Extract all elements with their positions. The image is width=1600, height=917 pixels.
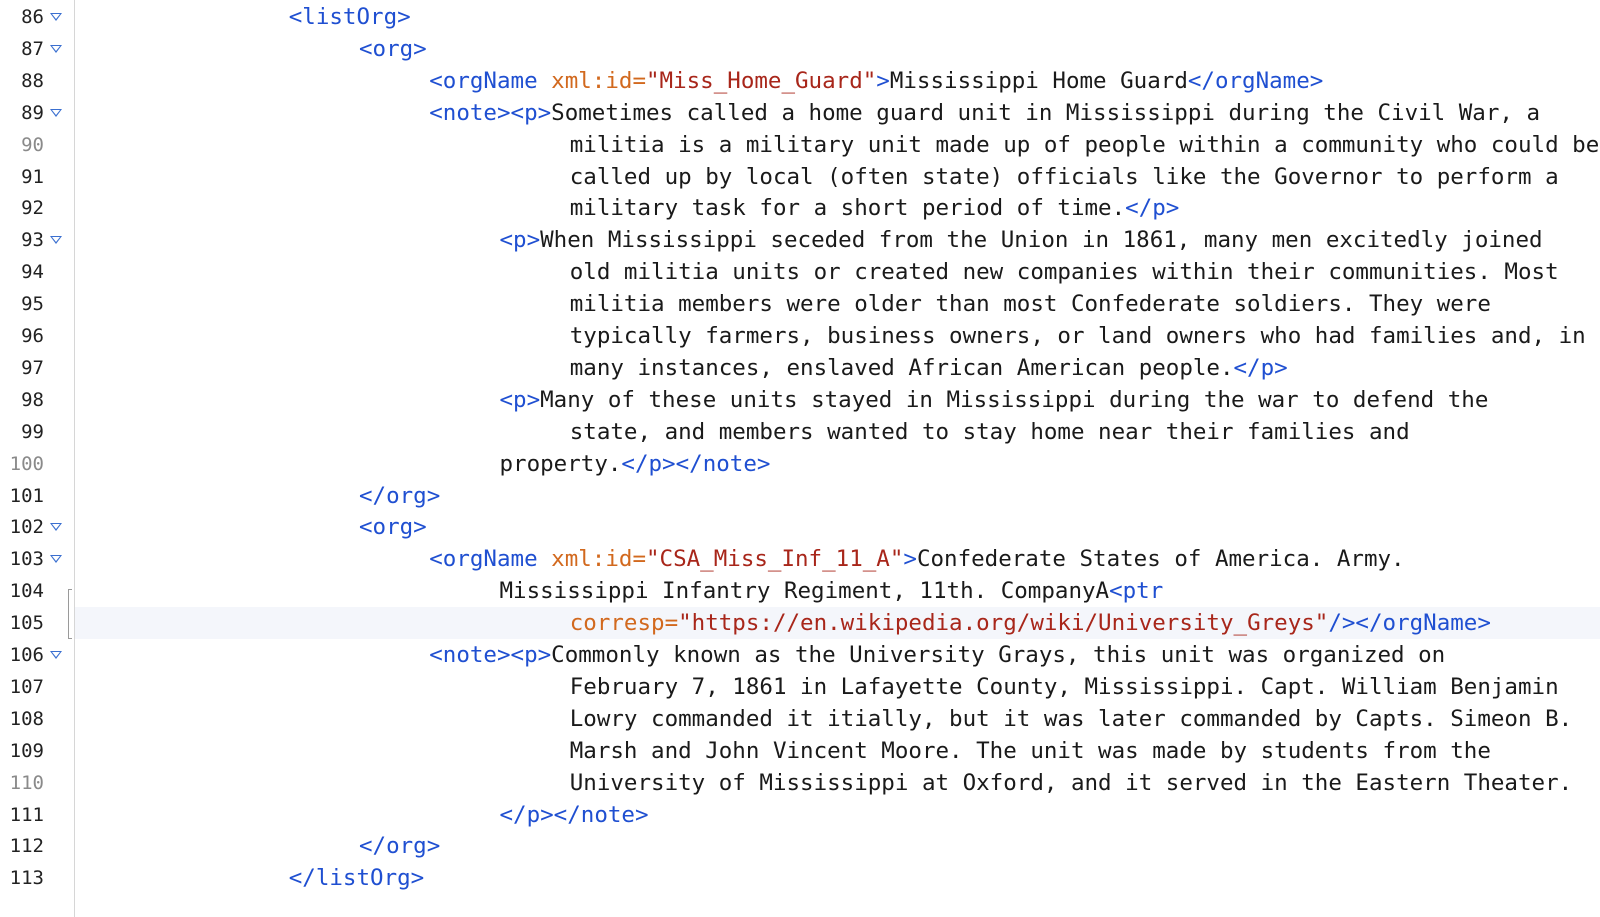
code-line-text bbox=[570, 132, 1600, 158]
code-line[interactable] bbox=[75, 288, 1600, 320]
gutter-row bbox=[0, 65, 74, 97]
gutter-row bbox=[0, 192, 74, 224]
code-line-text bbox=[570, 706, 1572, 732]
line-number-gutter bbox=[0, 0, 75, 917]
gutter-row bbox=[0, 352, 74, 384]
fold-toggle-icon[interactable] bbox=[50, 523, 62, 531]
text-content-token: Commonly known as the University Grays, this unit was organized on bbox=[551, 642, 1446, 668]
xml-tag-token: > bbox=[903, 546, 917, 572]
gutter-row bbox=[0, 575, 74, 607]
fold-toggle-icon[interactable] bbox=[50, 45, 62, 53]
xml-tag-token: /></orgName> bbox=[1328, 610, 1491, 636]
xml-tag-token: <org> bbox=[359, 514, 427, 540]
line-number: 89 bbox=[21, 102, 44, 124]
current-line-marker bbox=[68, 589, 72, 639]
text-content-token: Sometimes called a home guard unit in Mississippi during the Civil War, a bbox=[551, 100, 1541, 126]
xml-tag-token: <orgName bbox=[429, 68, 552, 94]
line-number: 103 bbox=[9, 548, 44, 570]
text-content-token: Mississippi Home Guard bbox=[889, 68, 1188, 94]
fold-toggle-icon[interactable] bbox=[50, 555, 62, 563]
xml-tag-token: <p> bbox=[499, 227, 541, 253]
gutter-row bbox=[0, 639, 74, 671]
gutter-row bbox=[0, 767, 74, 799]
code-line[interactable] bbox=[75, 224, 1600, 256]
text-content-token: Lowry commanded it itially, but it was later commanded by Capts. Simeon B. bbox=[569, 706, 1573, 732]
code-line[interactable] bbox=[75, 416, 1600, 448]
code-line-text bbox=[429, 642, 1445, 668]
xml-attribute-value-token: "Miss_Home_Guard" bbox=[646, 68, 877, 94]
fold-toggle-icon[interactable] bbox=[50, 109, 62, 117]
gutter-row bbox=[0, 224, 74, 256]
line-number: 94 bbox=[21, 261, 44, 283]
line-number: 93 bbox=[21, 229, 44, 251]
gutter-row bbox=[0, 448, 74, 480]
text-content-token: state, and members wanted to stay home near their families and bbox=[569, 419, 1410, 445]
code-line-text bbox=[500, 802, 649, 828]
gutter-row bbox=[0, 799, 74, 831]
code-line-text bbox=[570, 259, 1559, 285]
code-line-text bbox=[500, 387, 1489, 413]
xml-attribute-token: xml:id= bbox=[551, 546, 646, 572]
code-line[interactable] bbox=[75, 703, 1600, 735]
line-number: 104 bbox=[9, 580, 44, 602]
code-line[interactable] bbox=[75, 256, 1600, 288]
line-number: 110 bbox=[9, 772, 44, 794]
text-content-token: militia is a military unit made up of people within a community who could be bbox=[569, 132, 1600, 158]
xml-tag-token: > bbox=[876, 68, 890, 94]
code-line-text bbox=[500, 227, 1543, 253]
line-number: 108 bbox=[9, 708, 44, 730]
gutter-row bbox=[0, 97, 74, 129]
text-content-token: typically farmers, business owners, or land owners who had families and, in bbox=[569, 323, 1586, 349]
fold-toggle-icon[interactable] bbox=[50, 236, 62, 244]
code-text-area[interactable] bbox=[75, 0, 1600, 917]
xml-tag-token: </org> bbox=[359, 833, 441, 859]
xml-tag-token: <listOrg> bbox=[288, 4, 411, 30]
code-line-text bbox=[570, 355, 1288, 381]
code-line[interactable] bbox=[75, 735, 1600, 767]
code-line[interactable] bbox=[75, 384, 1600, 416]
text-content-token: militia members were older than most Confederate soldiers. They were bbox=[569, 291, 1491, 317]
line-number: 86 bbox=[21, 6, 44, 28]
line-number: 105 bbox=[9, 612, 44, 634]
line-number: 113 bbox=[9, 867, 44, 889]
xml-tag-token: </p> bbox=[1125, 195, 1180, 221]
code-line-text bbox=[359, 514, 427, 540]
text-content-token: University of Mississippi at Oxford, and it served in the Eastern Theater. bbox=[569, 770, 1573, 796]
code-line[interactable] bbox=[75, 543, 1600, 575]
line-number: 96 bbox=[21, 325, 44, 347]
code-line-text bbox=[570, 674, 1559, 700]
code-line-text bbox=[429, 100, 1540, 126]
fold-toggle-icon[interactable] bbox=[50, 13, 62, 21]
code-line[interactable] bbox=[75, 671, 1600, 703]
xml-tag-token: </org> bbox=[359, 483, 441, 509]
xml-attribute-token: xml:id= bbox=[551, 68, 646, 94]
code-line-text bbox=[570, 164, 1559, 190]
code-line-text bbox=[429, 68, 1323, 94]
text-content-token: many instances, enslaved African American people. bbox=[569, 355, 1234, 381]
xml-tag-token: <p> bbox=[499, 387, 541, 413]
code-line-text bbox=[289, 4, 411, 30]
line-number: 90 bbox=[21, 134, 44, 156]
code-line-text bbox=[429, 546, 1404, 572]
code-line[interactable] bbox=[75, 799, 1600, 831]
code-line[interactable] bbox=[75, 192, 1600, 224]
xml-attribute-token: corresp= bbox=[569, 610, 679, 636]
line-number: 112 bbox=[9, 835, 44, 857]
code-line[interactable] bbox=[75, 65, 1600, 97]
gutter-row bbox=[0, 671, 74, 703]
line-number: 98 bbox=[21, 389, 44, 411]
code-line[interactable] bbox=[75, 575, 1600, 607]
line-number: 107 bbox=[9, 676, 44, 698]
text-content-token: When Mississippi seceded from the Union in 1861, many men excitedly joined bbox=[540, 227, 1543, 253]
text-content-token: Marsh and John Vincent Moore. The unit was made by students from the bbox=[569, 738, 1491, 764]
text-content-token: property. bbox=[499, 451, 622, 477]
gutter-row bbox=[0, 288, 74, 320]
gutter-row bbox=[0, 384, 74, 416]
xml-tag-token: </p></note> bbox=[499, 802, 649, 828]
code-line[interactable] bbox=[75, 320, 1600, 352]
code-line[interactable] bbox=[75, 97, 1600, 129]
line-number: 91 bbox=[21, 166, 44, 188]
line-number: 92 bbox=[21, 197, 44, 219]
code-line-text bbox=[359, 483, 440, 509]
gutter-row bbox=[0, 703, 74, 735]
code-line-text bbox=[570, 323, 1586, 349]
line-number: 97 bbox=[21, 357, 44, 379]
text-content-token: Confederate States of America. Army. bbox=[916, 546, 1405, 572]
xml-tag-token: </p></note> bbox=[621, 451, 771, 477]
text-content-token: Mississippi Infantry Regiment, 11th. CompanyA bbox=[499, 578, 1110, 604]
gutter-row bbox=[0, 607, 74, 639]
xml-tag-token: <note><p> bbox=[429, 642, 552, 668]
line-number: 102 bbox=[9, 516, 44, 538]
code-line-text bbox=[289, 865, 424, 891]
text-content-token: military task for a short period of time. bbox=[569, 195, 1126, 221]
text-content-token: February 7, 1861 in Lafayette County, Mississippi. Capt. William Benjamin bbox=[569, 674, 1559, 700]
code-line-text bbox=[570, 195, 1180, 221]
line-number: 88 bbox=[21, 70, 44, 92]
line-number: 99 bbox=[21, 421, 44, 443]
code-line-text bbox=[570, 419, 1410, 445]
gutter-row bbox=[0, 480, 74, 512]
xml-attribute-value-token: "CSA_Miss_Inf_11_A" bbox=[646, 546, 904, 572]
code-line[interactable] bbox=[75, 862, 1600, 894]
gutter-row bbox=[0, 161, 74, 193]
xml-tag-token: </p> bbox=[1233, 355, 1288, 381]
code-line-text bbox=[500, 578, 1164, 604]
line-number: 101 bbox=[9, 485, 44, 507]
code-line[interactable] bbox=[75, 352, 1600, 384]
line-number: 95 bbox=[21, 293, 44, 315]
line-number: 106 bbox=[9, 644, 44, 666]
fold-toggle-icon[interactable] bbox=[50, 651, 62, 659]
gutter-row bbox=[0, 735, 74, 767]
code-line[interactable] bbox=[75, 607, 1600, 639]
xml-tag-token: <org> bbox=[359, 36, 427, 62]
line-number: 87 bbox=[21, 38, 44, 60]
gutter-row bbox=[0, 416, 74, 448]
gutter-row bbox=[0, 129, 74, 161]
code-line[interactable] bbox=[75, 639, 1600, 671]
gutter-row bbox=[0, 256, 74, 288]
xml-tag-token: </orgName> bbox=[1187, 68, 1324, 94]
code-line[interactable] bbox=[75, 480, 1600, 512]
xml-attribute-value-token: "https://en.wikipedia.org/wiki/University_Greys" bbox=[678, 610, 1329, 636]
gutter-row bbox=[0, 543, 74, 575]
code-line-text bbox=[570, 738, 1491, 764]
code-line-text bbox=[359, 833, 440, 859]
code-line[interactable] bbox=[75, 33, 1600, 65]
gutter-row bbox=[0, 33, 74, 65]
code-line[interactable] bbox=[75, 1, 1600, 33]
xml-tag-token: <note><p> bbox=[429, 100, 552, 126]
code-line-text bbox=[570, 610, 1491, 636]
gutter-row bbox=[0, 320, 74, 352]
gutter-row bbox=[0, 1, 74, 33]
code-line-text bbox=[570, 291, 1491, 317]
code-line[interactable] bbox=[75, 511, 1600, 543]
gutter-row bbox=[0, 830, 74, 862]
code-line-text bbox=[570, 770, 1572, 796]
xml-tag-token: <orgName bbox=[429, 546, 552, 572]
gutter-row bbox=[0, 862, 74, 894]
code-line[interactable] bbox=[75, 767, 1600, 799]
code-line-text bbox=[359, 36, 427, 62]
xml-tag-token: </listOrg> bbox=[288, 865, 425, 891]
line-number: 100 bbox=[9, 453, 44, 475]
code-line[interactable] bbox=[75, 129, 1600, 161]
xml-tag-token: <ptr bbox=[1109, 578, 1164, 604]
gutter-row bbox=[0, 511, 74, 543]
text-content-token: Many of these units stayed in Mississippi during the war to defend the bbox=[540, 387, 1489, 413]
text-content-token: old militia units or created new companies within their communities. Most bbox=[569, 259, 1559, 285]
line-number: 111 bbox=[9, 804, 44, 826]
text-content-token: called up by local (often state) officials like the Governor to perform a bbox=[569, 164, 1559, 190]
line-number: 109 bbox=[9, 740, 44, 762]
code-line[interactable] bbox=[75, 830, 1600, 862]
code-line[interactable] bbox=[75, 161, 1600, 193]
code-line[interactable] bbox=[75, 448, 1600, 480]
code-line-text bbox=[500, 451, 771, 477]
